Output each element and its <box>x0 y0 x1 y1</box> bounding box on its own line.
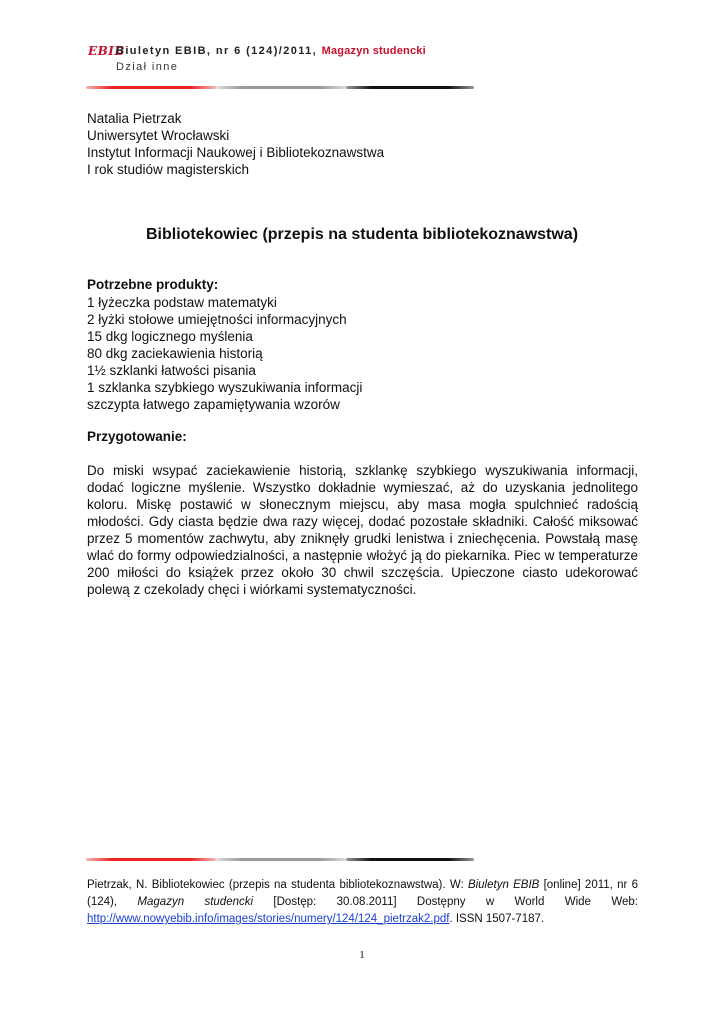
author-year: I rok studiów magisterskich <box>87 162 250 177</box>
citation-link[interactable]: http://www.nowyebib.info/images/stories/numery/124/124_pietrzak2.pdf <box>87 913 450 925</box>
journal-section: Magazyn studencki <box>321 45 426 57</box>
ebib-logo: EBIB <box>88 44 126 58</box>
author-institute: Instytut Informacji Naukowej i Bibliotekoznawstwa <box>87 145 385 160</box>
author-name: Natalia Pietrzak <box>87 111 182 126</box>
article-title: Bibliotekowiec (przepis na studenta bibliotekoznawstwa) <box>145 226 579 243</box>
ingredients-list <box>87 294 362 413</box>
citation-journal: Biuletyn EBIB <box>467 879 540 891</box>
preparation-text: Do miski wsypać zaciekawienie historią, szklankę szybkiego wyszukiwania informacji, dodać logiczne myślenie. Wszystko dokładnie wymieszać, aż do uzyskania jednolitego koloru. Miskę postawić w słonecznym miejscu, aby masa mogła spulchnieć radością młodości. Gdy ciasta będzie dwa razy więcej, dodać pozostałe składniki. Całość miksować przez 5 momentów zachwytu, aby zniknęły grudki lenistwa i zniechęcenia. Powstałą masę wlać do formy odpowiedzialności, a następnie włożyć ją do piekarnika. Piec w temperaturze 200 miłości do książek przez około 30 chwil szczęścia. Upieczone ciasto udekorować polewą z czekolady chęci i wiórkami systematyczności. <box>87 463 638 597</box>
list-item: 1 łyżeczka podstaw matematyki <box>87 295 277 310</box>
list-item: 15 dkg logicznego myślenia <box>87 329 253 344</box>
author-university: Uniwersytet Wrocławski <box>87 128 230 143</box>
ingredients-heading: Potrzebne produkty: <box>87 277 219 292</box>
page-number: 1 <box>359 949 365 961</box>
list-item: 1 szklanka szybkiego wyszukiwania informacji <box>87 380 363 395</box>
list-item: 2 łyżki stołowe umiejętności informacyjnych <box>87 312 347 327</box>
header-divider <box>86 86 474 89</box>
preparation-heading: Przygotowanie: <box>87 429 187 444</box>
footer-divider <box>86 858 474 861</box>
author-block <box>87 110 384 178</box>
list-item: szczypta łatwego zapamiętywania wzorów <box>87 397 340 412</box>
list-item: 80 dkg zaciekawienia historią <box>87 346 263 361</box>
list-item: 1½ szklanki łatwości pisania <box>87 363 256 378</box>
journal-name: Biuletyn EBIB, nr 6 (124)/2011, <box>116 45 322 57</box>
citation-section: Magazyn studencki <box>137 896 254 908</box>
citation: Pietrzak, N. Bibliotekowiec (przepis na studenta bibliotekoznawstwa). W: Biuletyn EBIB [online] 2011, nr 6 (124), Magazyn studencki [Dostęp: 30.08.2011] Dostępny w World Wide Web: http://www.nowyebib.info/images/stories/numery/124/124_pietrzak2.pdf. ISSN 1507-7187. <box>87 879 638 925</box>
journal-issue <box>116 45 426 57</box>
journal-department: Dział inne <box>116 61 179 73</box>
